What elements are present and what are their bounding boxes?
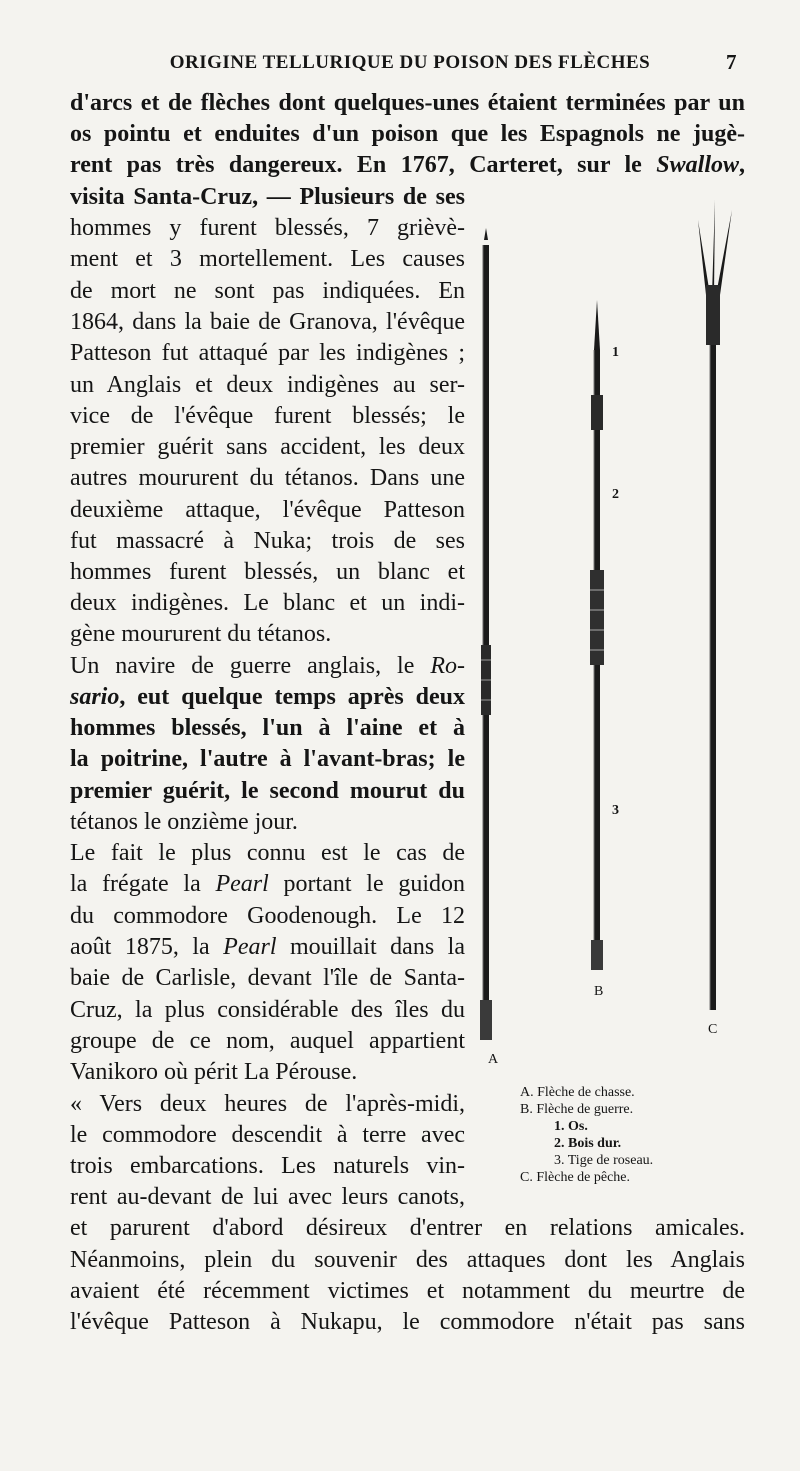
- text-line: fut massacré à Nuka; trois de ses: [70, 528, 465, 554]
- text-line: un Anglais et deux indigènes au ser-: [70, 372, 465, 398]
- arrow-c-drawing: [698, 200, 732, 1010]
- text-line: Néanmoins, plein du souvenir des attaques dont les Anglais: [70, 1247, 745, 1273]
- text-line: août 1875, la Pearl mouillait dans la: [70, 934, 465, 960]
- caption-line: 2. Bois dur.: [554, 1136, 622, 1151]
- text-line: hommes blessés, l'un à l'aine et à: [70, 715, 465, 741]
- arrow-a-drawing: [480, 228, 492, 1040]
- arrows-figure: [470, 200, 770, 1200]
- caption-line: 3. Tige de roseau.: [554, 1153, 654, 1168]
- arrow-b-drawing: [590, 300, 604, 970]
- page-number: 7: [726, 50, 737, 74]
- text-line: vice de l'évêque furent blessés; le: [70, 403, 465, 429]
- text-line: hommes y furent blessés, 7 grièvè-: [70, 215, 465, 241]
- text-line: groupe de ce nom, auquel appartient: [70, 1028, 465, 1054]
- text-line: Un navire de guerre anglais, le Ro-: [70, 653, 465, 679]
- text-line: 1864, dans la baie de Granova, l'évêque: [70, 309, 465, 335]
- text-line: du commodore Goodenough. Le 12: [70, 903, 465, 929]
- text-line: Cruz, la plus considérable des îles du: [70, 997, 465, 1023]
- caption-line: 1. Os.: [554, 1119, 588, 1134]
- text-line: l'évêque Patteson à Nukapu, le commodore n'était pas sans: [70, 1309, 745, 1335]
- text-line: le commodore descendit à terre avec: [70, 1122, 465, 1148]
- text-line: visita Santa-Cruz, — Plusieurs de ses: [70, 184, 465, 210]
- text-line: os pointu et enduites d'un poison que les Espagnols ne jugè-: [70, 121, 745, 147]
- text-line: la poitrine, l'autre à l'avant-bras; le: [70, 746, 465, 772]
- label-hardwood: 2: [612, 487, 619, 502]
- label-arrow-a: A: [488, 1052, 499, 1067]
- text-line: Le fait le plus connu est le cas de: [70, 840, 465, 866]
- text-line: rent au-devant de lui avec leurs canots,: [70, 1184, 465, 1210]
- label-arrow-c: C: [708, 1022, 718, 1037]
- text-line: sario, eut quelque temps après deux: [70, 684, 465, 710]
- text-line: baie de Carlisle, devant l'île de Santa-: [70, 965, 465, 991]
- text-line: « Vers deux heures de l'après-midi,: [70, 1091, 465, 1117]
- text-line: Vanikoro où périt La Pérouse.: [70, 1059, 358, 1085]
- text-line: d'arcs et de flèches dont quelques-unes étaient terminées par un: [70, 90, 745, 116]
- text-line: de mort ne sont pas indiquées. En: [70, 278, 465, 304]
- text-line: deux indigènes. Le blanc et un indi-: [70, 590, 465, 616]
- text-line: et parurent d'abord désireux d'entrer en relations amicales.: [70, 1215, 745, 1241]
- text-line: la frégate la Pearl portant le guidon: [70, 871, 466, 897]
- caption-line: A. Flèche de chasse.: [520, 1085, 635, 1100]
- caption-line: C. Flèche de pêche.: [520, 1170, 631, 1185]
- text-line: Patteson fut attaqué par les indigènes ;: [70, 340, 465, 366]
- text-line: tétanos le onzième jour.: [70, 809, 298, 835]
- text-line: autres moururent du tétanos. Dans une: [70, 465, 465, 491]
- text-line: premier guérit, le second mourut du: [70, 778, 465, 804]
- text-line: deuxième attaque, l'évêque Patteson: [70, 497, 465, 523]
- text-line: ment et 3 mortellement. Les causes: [70, 246, 465, 272]
- text-line: trois embarcations. Les naturels vin-: [70, 1153, 465, 1179]
- text-line: avaient été récemment victimes et notamment du meurtre de: [70, 1278, 745, 1304]
- text-line: rent pas très dangereux. En 1767, Carteret, sur le Swallow,: [70, 152, 745, 178]
- arrows-illustration: [470, 200, 770, 1200]
- caption-line: B. Flèche de guerre.: [520, 1102, 634, 1117]
- label-bone: 1: [612, 345, 619, 360]
- text-line: gène moururent du tétanos.: [70, 621, 332, 647]
- label-reed: 3: [612, 803, 619, 818]
- text-line: hommes furent blessés, un blanc et: [70, 559, 465, 585]
- text-line: premier guérit sans accident, les deux: [70, 434, 465, 460]
- label-arrow-b: B: [594, 984, 604, 999]
- running-title: ORIGINE TELLURIQUE DU POISON DES FLÈCHES: [169, 52, 651, 73]
